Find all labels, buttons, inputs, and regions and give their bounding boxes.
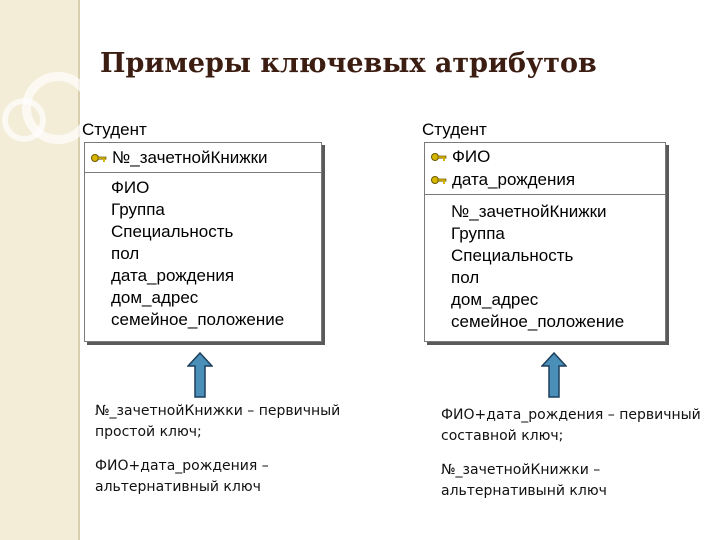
key-icon bbox=[91, 152, 107, 164]
attribute-row: дата_рождения bbox=[111, 266, 235, 285]
key-attribute-row bbox=[431, 146, 490, 168]
slide-title: Примеры ключевых атрибутов bbox=[100, 48, 597, 79]
key-attribute-label: дата_рождения bbox=[452, 170, 576, 189]
attribute-row: семейное_положение bbox=[111, 310, 285, 329]
up-arrow-icon bbox=[541, 352, 567, 398]
key-attribute-label: ФИО bbox=[452, 147, 491, 166]
key-attribute-label: №_зачетнойКнижки bbox=[112, 148, 268, 167]
attribute-row: Группа bbox=[111, 200, 165, 219]
entity-box bbox=[84, 142, 322, 342]
key-section bbox=[85, 143, 321, 173]
up-arrow-icon bbox=[187, 352, 213, 398]
entity-box bbox=[424, 142, 666, 342]
left-entity bbox=[80, 118, 330, 348]
key-section bbox=[425, 143, 665, 195]
attribute-row: №_зачетнойКнижки bbox=[451, 202, 607, 221]
key-icon bbox=[431, 151, 447, 163]
right-alternate-key-caption: №_зачетнойКнижки – альтернативынй ключ bbox=[441, 462, 607, 499]
attribute-row: дом_адрес bbox=[111, 288, 199, 307]
right-primary-key-caption: ФИО+дата_рождения – первичный составной ключ; bbox=[441, 407, 701, 444]
attribute-row: Специальность bbox=[111, 222, 234, 241]
attribute-row: семейное_положение bbox=[451, 312, 625, 331]
attribute-row: дом_адрес bbox=[451, 290, 539, 309]
key-icon bbox=[431, 174, 447, 186]
entity-name: Студент bbox=[422, 120, 487, 139]
attribute-row: Специальность bbox=[451, 246, 574, 265]
left-primary-key-caption: №_зачетнойКнижки – первичный простой ключ; bbox=[95, 403, 341, 440]
key-attribute-row bbox=[91, 147, 268, 169]
attribute-row: ФИО bbox=[111, 178, 150, 197]
entity-name: Студент bbox=[82, 120, 147, 139]
attribute-row: пол bbox=[451, 268, 480, 287]
right-entity bbox=[420, 118, 680, 350]
key-attribute-row bbox=[431, 169, 575, 191]
left-alternate-key-caption: ФИО+дата_рождения – альтернативный ключ bbox=[95, 458, 269, 495]
attribute-row: пол bbox=[111, 244, 140, 263]
attribute-row: Группа bbox=[451, 224, 505, 243]
decorative-circle-small bbox=[2, 98, 46, 142]
